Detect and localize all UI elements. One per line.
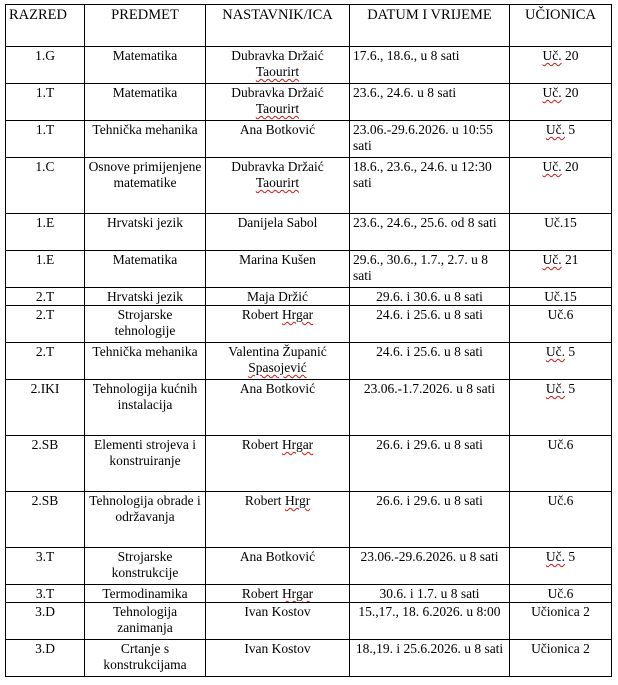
cell-razred: 1.G	[6, 47, 85, 84]
cell-datum: 23.6., 24.6., 25.6. od 8 sati	[350, 214, 510, 251]
cell-predmet: Tehnologija obrade i održavanja	[85, 492, 206, 548]
header-row	[6, 5, 612, 47]
cell-predmet: Termodinamika	[85, 585, 206, 603]
cell-nastavnik: Dubravka Držaić Taourirt	[206, 84, 350, 121]
cell-ucionica: Uč. 5	[510, 548, 612, 585]
spellcheck-word: Taourirt	[255, 175, 300, 190]
cell-datum: 23.6., 24.6. u 8 sati	[350, 84, 510, 121]
cell-ucionica: Uč. 20	[510, 158, 612, 214]
table-row	[6, 47, 612, 84]
spellcheck-word: Uč.	[542, 48, 562, 63]
cell-ucionica: Uč.15	[510, 214, 612, 251]
cell-nastavnik: Robert Hrgar	[206, 585, 350, 603]
header-ucionica: UČIONICA	[510, 5, 612, 47]
cell-ucionica: Učionica 2	[510, 603, 612, 640]
cell-razred: 1.C	[6, 158, 85, 214]
cell-datum: 15.,17., 18. 6.2026. u 8:00	[350, 603, 510, 640]
cell-razred: 2.T	[6, 288, 85, 306]
table-row	[6, 121, 612, 158]
cell-ucionica: Uč.6	[510, 492, 612, 548]
cell-predmet: Crtanje s konstrukcijama	[85, 640, 206, 677]
table-row	[6, 158, 612, 214]
cell-predmet: Matematika	[85, 251, 206, 288]
cell-datum: 18.6., 23.6., 24.6. u 12:30 sati	[350, 158, 510, 214]
cell-ucionica: Učionica 2	[510, 640, 612, 677]
spellcheck-word: Taourirt	[255, 101, 300, 116]
cell-datum: 29.6. i 30.6. u 8 sati	[350, 288, 510, 306]
cell-predmet: Matematika	[85, 84, 206, 121]
cell-predmet: Hrvatski jezik	[85, 214, 206, 251]
cell-nastavnik: Dubravka Držaić Taourirt	[206, 158, 350, 214]
cell-nastavnik: Ana Botković	[206, 548, 350, 585]
schedule-table	[5, 4, 612, 677]
table-row	[6, 214, 612, 251]
cell-ucionica: Uč.6	[510, 306, 612, 343]
header-razred: RAZRED	[6, 5, 85, 47]
cell-predmet: Tehnologija kućnih instalacija	[85, 380, 206, 436]
cell-razred: 2.IKI	[6, 380, 85, 436]
cell-razred: 3.D	[6, 603, 85, 640]
cell-razred: 2.T	[6, 306, 85, 343]
cell-nastavnik: Robert Hrgar	[206, 436, 350, 492]
cell-nastavnik: Ivan Kostov	[206, 640, 350, 677]
spellcheck-word: Hrgar	[281, 437, 314, 452]
spellcheck-word: Spasojević	[248, 360, 307, 375]
cell-ucionica: Uč. 5	[510, 380, 612, 436]
cell-razred: 3.T	[6, 548, 85, 585]
spellcheck-word: Uč.	[542, 252, 562, 267]
header-predmet: PREDMET	[85, 5, 206, 47]
table-row	[6, 585, 612, 603]
cell-datum: 17.6., 18.6., u 8 sati	[350, 47, 510, 84]
cell-nastavnik: Valentina Županić Spasojević	[206, 343, 350, 380]
cell-datum: 24.6. i 25.6. u 8 sati	[350, 343, 510, 380]
cell-datum: 23.06.-29.6.2026. u 10:55 sati	[350, 121, 510, 158]
cell-nastavnik: Danijela Sabol	[206, 214, 350, 251]
spellcheck-word: Uč.	[545, 344, 565, 359]
cell-predmet: Tehnička mehanika	[85, 343, 206, 380]
table-row	[6, 306, 612, 343]
cell-nastavnik: Robert Hrgar	[206, 306, 350, 343]
cell-ucionica: Uč. 20	[510, 84, 612, 121]
cell-nastavnik: Robert Hrgr	[206, 492, 350, 548]
spellcheck-word: Taourirt	[255, 64, 300, 79]
cell-razred: 1.E	[6, 214, 85, 251]
cell-predmet: Elementi strojeva i konstruiranje	[85, 436, 206, 492]
table-row	[6, 288, 612, 306]
schedule-table-wrapper	[5, 4, 612, 677]
cell-nastavnik: Ana Botković	[206, 121, 350, 158]
cell-razred: 1.T	[6, 84, 85, 121]
cell-ucionica: Uč.15	[510, 288, 612, 306]
cell-datum: 23.06.-1.7.2026. u 8 sati	[350, 380, 510, 436]
cell-nastavnik: Ivan Kostov	[206, 603, 350, 640]
spellcheck-word: Hrgr	[284, 493, 311, 508]
spellcheck-word: Uč.	[545, 381, 565, 396]
cell-ucionica: Uč. 5	[510, 343, 612, 380]
cell-ucionica: Uč. 21	[510, 251, 612, 288]
cell-predmet: Strojarske konstrukcije	[85, 548, 206, 585]
schedule-body	[6, 47, 612, 677]
cell-razred: 1.E	[6, 251, 85, 288]
table-row	[6, 640, 612, 677]
spellcheck-word: Uč.	[545, 122, 565, 137]
cell-predmet: Strojarske tehnologije	[85, 306, 206, 343]
spellcheck-word: Uč.	[542, 159, 562, 174]
cell-razred: 2.SB	[6, 436, 85, 492]
table-row	[6, 548, 612, 585]
table-row	[6, 603, 612, 640]
cell-datum: 18.,19. i 25.6.2026. u 8 sati	[350, 640, 510, 677]
spellcheck-word: Uč.	[545, 549, 565, 564]
cell-datum: 24.6. i 25.6. u 8 sati	[350, 306, 510, 343]
cell-razred: 2.T	[6, 343, 85, 380]
cell-predmet: Osnove primijenjene matematike	[85, 158, 206, 214]
cell-razred: 1.T	[6, 121, 85, 158]
cell-ucionica: Uč.6	[510, 585, 612, 603]
spellcheck-word: Hrgar	[281, 586, 314, 601]
header-datum: DATUM I VRIJEME	[350, 5, 510, 47]
cell-nastavnik: Ana Botković	[206, 380, 350, 436]
cell-datum: 30.6. i 1.7. u 8 sati	[350, 585, 510, 603]
cell-ucionica: Uč. 5	[510, 121, 612, 158]
cell-datum: 26.6. i 29.6. u 8 sati	[350, 492, 510, 548]
cell-datum: 23.06.-29.6.2026. u 8 sati	[350, 548, 510, 585]
cell-nastavnik: Marina Kušen	[206, 251, 350, 288]
table-row	[6, 380, 612, 436]
cell-datum: 29.6., 30.6., 1.7., 2.7. u 8 sati	[350, 251, 510, 288]
cell-datum: 26.6. i 29.6. u 8 sati	[350, 436, 510, 492]
table-row	[6, 343, 612, 380]
cell-ucionica: Uč. 20	[510, 47, 612, 84]
header-nastavnik: NASTAVNIK/ICA	[206, 5, 350, 47]
cell-razred: 3.D	[6, 640, 85, 677]
table-row	[6, 436, 612, 492]
cell-predmet: Tehnologija zanimanja	[85, 603, 206, 640]
cell-razred: 3.T	[6, 585, 85, 603]
cell-predmet: Hrvatski jezik	[85, 288, 206, 306]
cell-razred: 2.SB	[6, 492, 85, 548]
spellcheck-word: Hrgar	[281, 307, 314, 322]
cell-ucionica: Uč.6	[510, 436, 612, 492]
spellcheck-word: Uč.	[542, 85, 562, 100]
table-row	[6, 492, 612, 548]
table-row	[6, 84, 612, 121]
table-row	[6, 251, 612, 288]
cell-predmet: Tehnička mehanika	[85, 121, 206, 158]
cell-nastavnik: Dubravka Držaić Taourirt	[206, 47, 350, 84]
cell-predmet: Matematika	[85, 47, 206, 84]
cell-nastavnik: Maja Držić	[206, 288, 350, 306]
